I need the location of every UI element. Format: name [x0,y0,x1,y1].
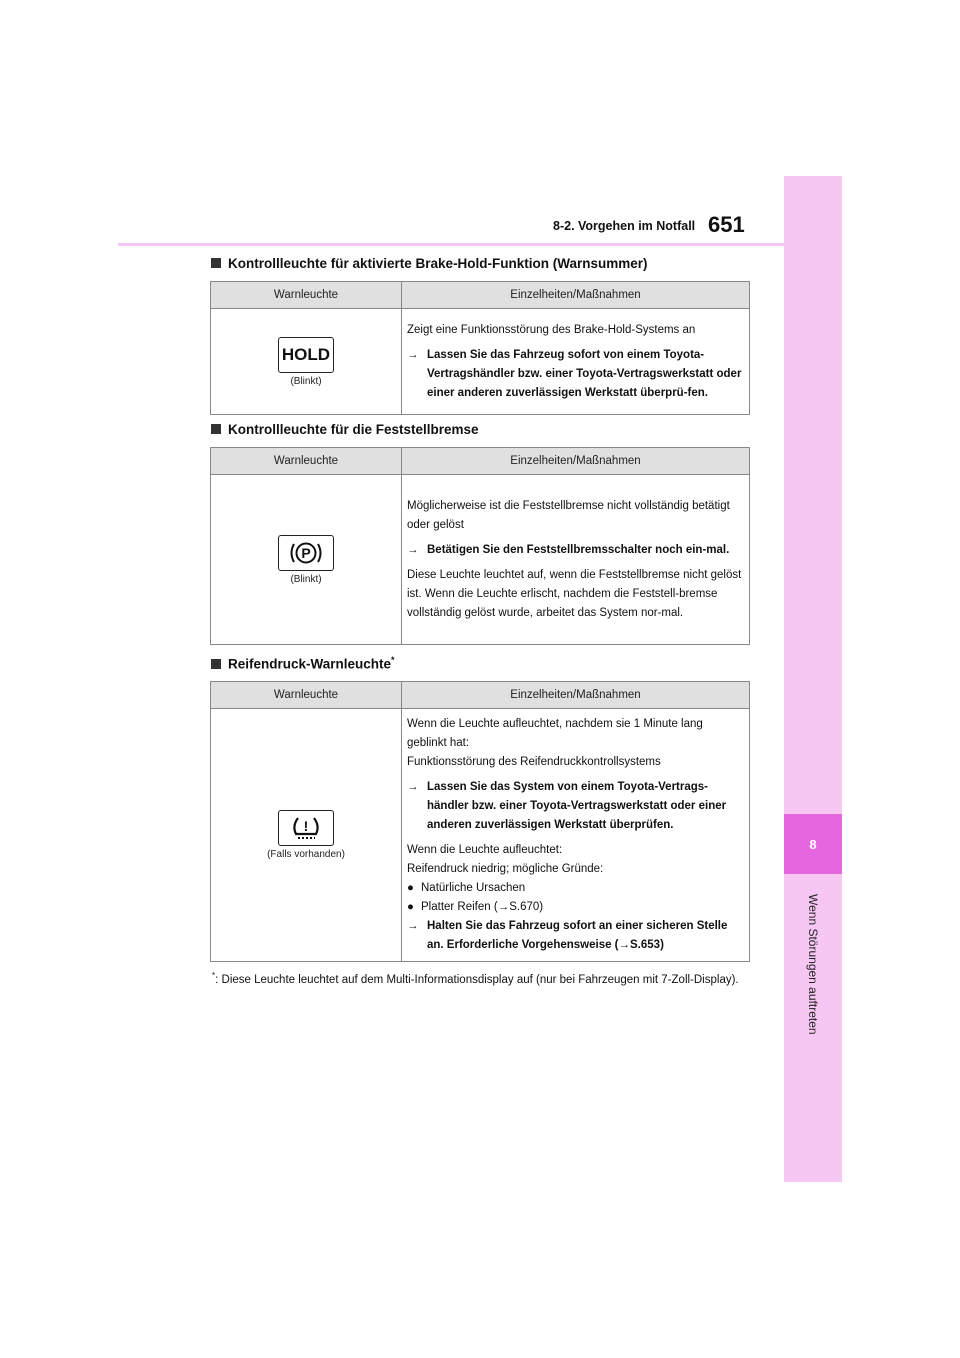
column-header-warnleuchte: Warnleuchte [211,282,402,309]
page-reference-link[interactable]: S.653 [630,939,661,951]
list-item: ● Natürliche Ursachen [407,879,744,898]
page-number: 651 [708,212,745,237]
description: Möglicherweise ist die Feststellbremse nicht vollständig betätigt oder gelöst [407,499,730,531]
warning-table-tire-pressure [210,681,750,962]
description: Zeigt eine Funktionsstörung des Brake-Hold-Systems an [407,323,696,336]
table-row [211,475,750,645]
warning-table-parking-brake [210,447,750,645]
bullet-icon: ● [407,901,414,913]
warning-light-cell [211,309,402,415]
bullet-icon: ● [407,882,414,894]
heading-square-icon [211,258,221,268]
arrow-right-icon: → [618,939,631,951]
column-header-details: Einzelheiten/Maßnahmen [402,448,750,475]
heading-square-icon [211,424,221,434]
chapter-number: 8 [809,836,817,852]
arrow-right-icon: → [407,543,419,556]
footnote: *: Diese Leuchte leuchtet auf dem Multi-Informationsdisplay auf (nur bei Fahrzeugen mit 7-Zoll-Display). [212,971,739,986]
chapter-title: Wenn Störungen auftreten [806,893,820,1035]
chapter-title-container [784,884,842,1044]
icon-caption: (Blinkt) [290,573,322,585]
heading-square-icon [211,659,221,669]
arrow-right-icon: → [407,920,419,932]
column-header-warnleuchte: Warnleuchte [211,448,402,475]
column-header-details: Einzelheiten/Maßnahmen [402,682,750,709]
icon-caption: (Blinkt) [290,375,322,387]
table-header-row [211,448,750,475]
list-item: ● Platter Reifen (→S.670) [407,898,744,917]
parking-brake-symbol [287,539,325,567]
svg-text:!: ! [303,818,309,834]
section-title: 8-2. Vorgehen im Notfall [553,219,696,233]
footnote-mark: * [391,655,395,665]
column-header-warnleuchte: Warnleuchte [211,682,402,709]
details-cell [402,309,750,415]
table-header-row [211,282,750,309]
arrow-right-icon: → [497,901,510,913]
table-row [211,709,750,962]
action-instruction: → Halten Sie das Fahrzeug sofort an einer sicheren Stelle an. Erforderliche Vorgehensweise (→S.653) [407,917,744,955]
description: Wenn die Leuchte aufleuchtet, nachdem sie 1 Minute lang geblinkt hat: Funktionsstörung des Reifendruckkontrollsystems [407,718,703,768]
warning-light-cell [211,475,402,645]
action-instruction: → Betätigen Sie den Feststellbremsschalter noch ein-mal. [407,541,744,560]
svg-text:P: P [301,544,311,561]
description: Diese Leuchte leuchtet auf, wenn die Feststellbremse nicht gelöst ist. Wenn die Leuchte erlischt, nachdem die Feststell-bremse vollständig gelöst wurde, arbeitet das System nor-mal. [407,568,742,619]
tire-pressure-icon [278,810,334,846]
icon-caption: (Falls vorhanden) [267,849,345,860]
parking-brake-icon [278,535,334,571]
section-heading-tire-pressure: Reifendruck-Warnleuchte* [211,655,395,672]
footnote-mark: * [212,971,216,980]
page-reference-link[interactable]: S.670 [509,901,540,913]
action-instruction: → Lassen Sie das System von einem Toyota-Vertrags-händler bzw. einer Toyota-Vertragswerkstatt oder einer anderen zuverlässigen Werkstatt überprüfen. [407,778,744,835]
hold-indicator-icon: HOLD [278,337,334,373]
details-cell [402,475,750,645]
header-divider [118,243,784,246]
warning-light-cell [211,709,402,962]
description: Wenn die Leuchte aufleuchtet: Reifendruck niedrig; mögliche Gründe: [407,844,604,875]
table-header-row [211,682,750,709]
table-row [211,309,750,415]
warning-table-brake-hold [210,281,750,415]
details-cell [402,709,750,962]
section-heading-parking-brake: Kontrollleuchte für die Feststellbremse [211,422,479,437]
column-header-details: Einzelheiten/Maßnahmen [402,282,750,309]
arrow-right-icon: → [407,781,419,793]
action-instruction: → Lassen Sie das Fahrzeug sofort von einem Toyota-Vertragshändler bzw. einer Toyota-Vertragswerkstatt oder einer anderen zuverlässigen Werkstatt überprü-fen. [407,346,744,403]
arrow-right-icon: → [407,348,419,361]
tire-pressure-symbol [287,814,325,842]
section-heading-brake-hold: Kontrollleuchte für aktivierte Brake-Hold-Funktion (Warnsummer) [211,256,648,271]
chapter-number-tab[interactable] [784,814,842,874]
